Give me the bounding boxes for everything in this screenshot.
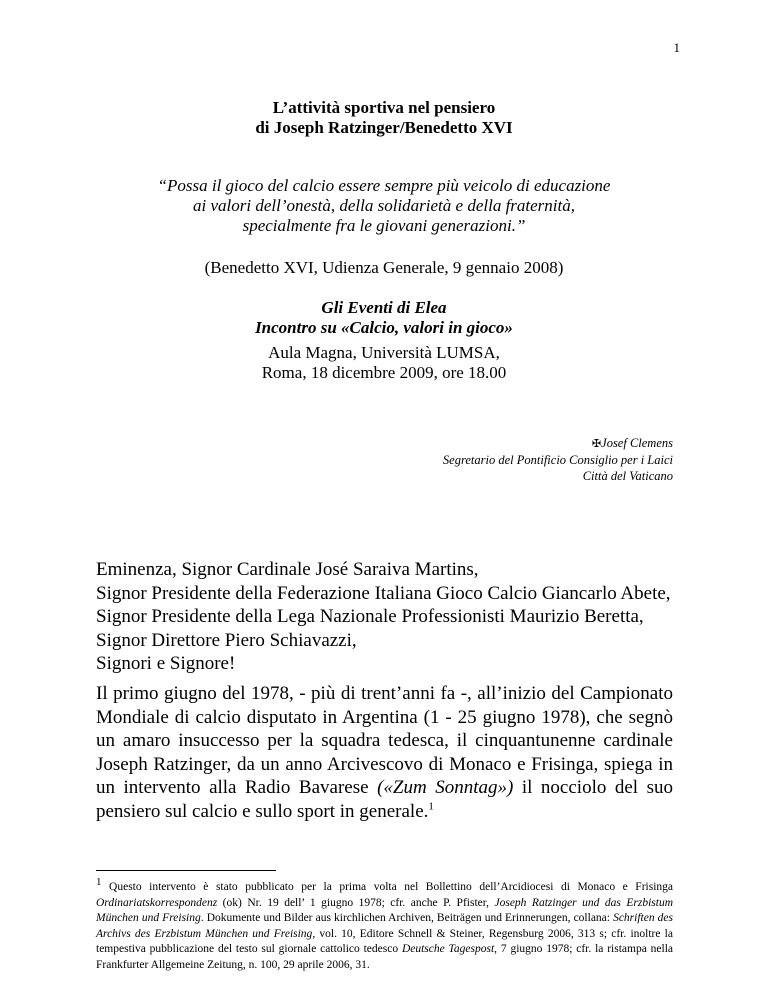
- footnote-italic: Ordinariatskorrespondenz: [96, 896, 218, 909]
- quote-line-1: “Possa il gioco del calcio essere sempre più veicolo di educazione: [157, 176, 611, 195]
- footnote-text: Questo intervento è stato pubblicato per la prima volta nel Bollettino dell’Arcidiocesi di Monaco e Frisinga: [101, 881, 673, 893]
- quote-citation: (Benedetto XVI, Udienza Generale, 9 gennaio 2008): [204, 258, 564, 277]
- epigraph-quote: [0, 176, 768, 236]
- paragraph-text-end: il nocciolo del suo pensiero sul calcio e sullo sport in generale.: [96, 777, 673, 822]
- salutation-line: Eminenza, Signor Cardinale José Saraiva Martins,: [96, 559, 479, 580]
- footnote-text: . Dokumente und Bilder aus kirchlichen Archiven, Beiträgen und Erinnerungen, collana:: [200, 912, 614, 924]
- cross-icon: ✠: [591, 438, 602, 450]
- event-line-1: Gli Eventi di Elea: [321, 298, 447, 317]
- salutation-line: Signor Presidente della Lega Nazionale Professionisti Maurizio Beretta,: [96, 606, 644, 627]
- signature-place: Città del Vaticano: [582, 469, 673, 483]
- footnote-reference: 1: [428, 800, 434, 813]
- footnote: [96, 876, 674, 973]
- quote-line-2: ai valori dell’onestà, della solidarietà e della fraternità,: [193, 196, 575, 215]
- footnote-italic: Joseph Ratzinger und das Erzbistum München und Freising: [96, 896, 673, 924]
- salutation-line: Signori e Signore!: [96, 653, 236, 674]
- signature-role: Segretario del Pontificio Consiglio per i Laici: [442, 453, 673, 467]
- salutation-block: [96, 558, 686, 676]
- venue-line-1: Aula Magna, Università LUMSA,: [268, 343, 500, 362]
- page-number: 1: [673, 40, 680, 55]
- event-line-2: Incontro su «Calcio, valori in gioco»: [255, 318, 513, 337]
- paragraph-text: Il primo giugno del 1978, - più di trent’anni fa -, all’inizio del Campionato Mondiale di calcio disputato in Argentina (1 - 25 giugno 1978), che segnò un amaro insuccesso per la squadra tedesca, il cinquantunenne cardinale Joseph Ratzinger, da un anno Arcivescovo di Monaco e Frisinga, spiega in un intervento alla Radio Bavarese: [96, 683, 673, 798]
- paragraph-italic: («Zum Sonntag»): [377, 777, 514, 798]
- footnote-italic: Deutsche Tagespost: [401, 943, 495, 955]
- title-line-1: L’attività sportiva nel pensiero: [272, 98, 496, 117]
- salutation-line: Signor Direttore Piero Schiavazzi,: [96, 629, 357, 651]
- event-venue: [0, 343, 768, 383]
- footnote-italic: Schriften des Archivs des Erzbistum München und Freising: [96, 912, 673, 940]
- signature-name: Josef Clemens: [601, 436, 673, 450]
- author-signature: [253, 435, 673, 484]
- venue-line-2: Roma, 18 dicembre 2009, ore 18.00: [261, 363, 507, 382]
- salutation-line: Signor Presidente della Federazione Italiana Gioco Calcio Giancarlo Abete,: [96, 582, 671, 604]
- footnote-divider: [96, 870, 276, 871]
- quote-line-3: specialmente fra le giovani generazioni.”: [242, 216, 526, 235]
- body-paragraph: [96, 682, 673, 823]
- footnote-text: , 7 giugno 1978; cfr. la ristampa nella Frankfurter Allgemeine Zeitung, n. 100, 29 aprile 2006, 31.: [96, 943, 674, 971]
- footnote-text: , vol. 10, Editore Schnell & Steiner, Regensburg 2006, 313 s; cfr. inoltre la tempestiva pubblicazione del testo sul giornale cattolico tedesco: [96, 927, 673, 955]
- footnote-text: (ok) Nr. 19 dell’ 1 giugno 1978; cfr. anche P. Pfister,: [217, 896, 495, 909]
- footnote-number: 1: [96, 876, 102, 889]
- title-line-2: di Joseph Ratzinger/Benedetto XVI: [255, 118, 513, 137]
- event-title: [0, 298, 768, 338]
- document-title: [0, 98, 768, 138]
- signature-name-line: [253, 435, 673, 452]
